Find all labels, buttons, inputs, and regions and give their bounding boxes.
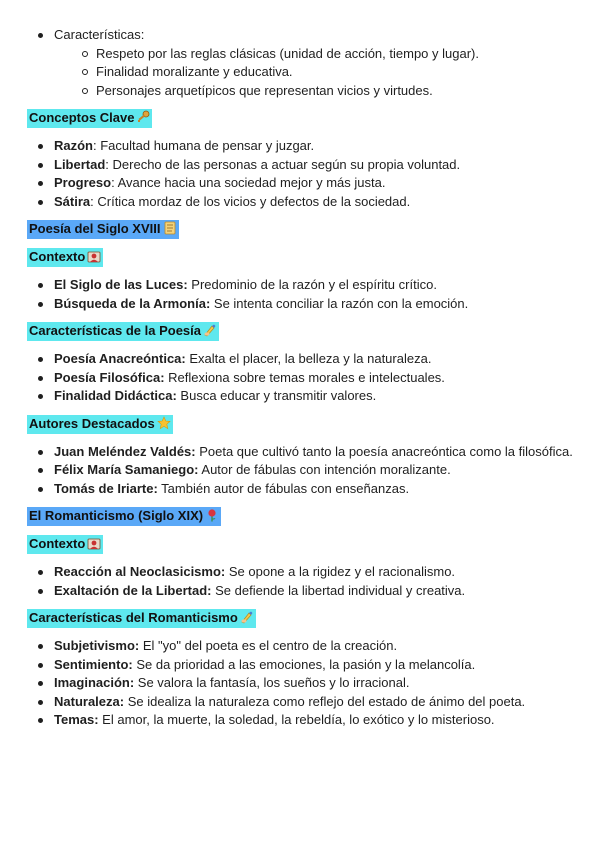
list-item: Sentimiento: Se da prioridad a las emociones, la pasión y la melancolía.	[28, 656, 574, 675]
section-heading: Contexto	[27, 535, 103, 554]
section-heading: Características de la Poesía	[27, 322, 219, 341]
list-item: Personajes arquetípicos que representan vicios y virtudes.	[54, 82, 574, 101]
key-icon	[136, 110, 150, 124]
list-item: Félix María Samaniego: Autor de fábulas con intención moralizante.	[28, 461, 574, 480]
intro-sub-list	[54, 45, 574, 101]
rose-icon	[205, 508, 219, 522]
list-item: Temas: El amor, la muerte, la soledad, la rebeldía, lo exótico y lo misterioso.	[28, 711, 574, 730]
chapter-heading: El Romanticismo (Siglo XIX)	[27, 507, 221, 526]
section-caracteristicas-romanticismo	[28, 609, 574, 730]
list-item: Imaginación: Se valora la fantasía, los sueños y lo irracional.	[28, 674, 574, 693]
list-item: Progreso: Avance hacia una sociedad mejor y más justa.	[28, 174, 574, 193]
list-item: Exaltación de la Libertad: Se defiende la libertad individual y creativa.	[28, 582, 574, 601]
list-item	[28, 26, 574, 100]
list-item: Juan Meléndez Valdés: Poeta que cultivó tanto la poesía anacreóntica como la filosófica.	[28, 443, 574, 462]
section-conceptos	[28, 109, 574, 211]
section-heading: Conceptos Clave	[27, 109, 152, 128]
writing-hand-icon	[203, 323, 217, 337]
list-item: Poesía Anacreóntica: Exalta el placer, la belleza y la naturaleza.	[28, 350, 574, 369]
portrait-icon	[87, 249, 101, 263]
writing-hand-icon	[240, 610, 254, 624]
list-item: Razón: Facultad humana de pensar y juzgar.	[28, 137, 574, 156]
section-autores	[28, 415, 574, 499]
list-item: Búsqueda de la Armonía: Se intenta conciliar la razón con la emoción.	[28, 295, 574, 314]
section-heading: Características del Romanticismo	[27, 609, 256, 628]
scroll-icon	[163, 221, 177, 235]
list-item: Naturaleza: Se idealiza la naturaleza como reflejo del estado de ánimo del poeta.	[28, 693, 574, 712]
list-item: Poesía Filosófica: Reflexiona sobre temas morales e intelectuales.	[28, 369, 574, 388]
list-item: Finalidad moralizante y educativa.	[54, 63, 574, 82]
list-item: Subjetivismo: El "yo" del poeta es el centro de la creación.	[28, 637, 574, 656]
intro-list	[28, 26, 574, 100]
section-poesia	[28, 220, 574, 239]
section-contexto-2	[28, 535, 574, 600]
star-icon	[157, 416, 171, 430]
section-contexto-1	[28, 248, 574, 313]
chapter-heading: Poesía del Siglo XVIII	[27, 220, 179, 239]
list-item: Tomás de Iriarte: También autor de fábulas con enseñanzas.	[28, 480, 574, 499]
section-heading: Autores Destacados	[27, 415, 173, 434]
section-romanticismo	[28, 507, 574, 526]
portrait-icon	[87, 536, 101, 550]
list-item: Finalidad Didáctica: Busca educar y transmitir valores.	[28, 387, 574, 406]
list-item: Respeto por las reglas clásicas (unidad de acción, tiempo y lugar).	[54, 45, 574, 64]
intro-label: Características:	[54, 27, 145, 42]
section-heading: Contexto	[27, 248, 103, 267]
list-item: El Siglo de las Luces: Predominio de la razón y el espíritu crítico.	[28, 276, 574, 295]
list-item: Sátira: Crítica mordaz de los vicios y defectos de la sociedad.	[28, 193, 574, 212]
list-item: Reacción al Neoclasicismo: Se opone a la rigidez y el racionalismo.	[28, 563, 574, 582]
list-item: Libertad: Derecho de las personas a actuar según su propia voluntad.	[28, 156, 574, 175]
section-caracteristicas-poesia	[28, 322, 574, 406]
